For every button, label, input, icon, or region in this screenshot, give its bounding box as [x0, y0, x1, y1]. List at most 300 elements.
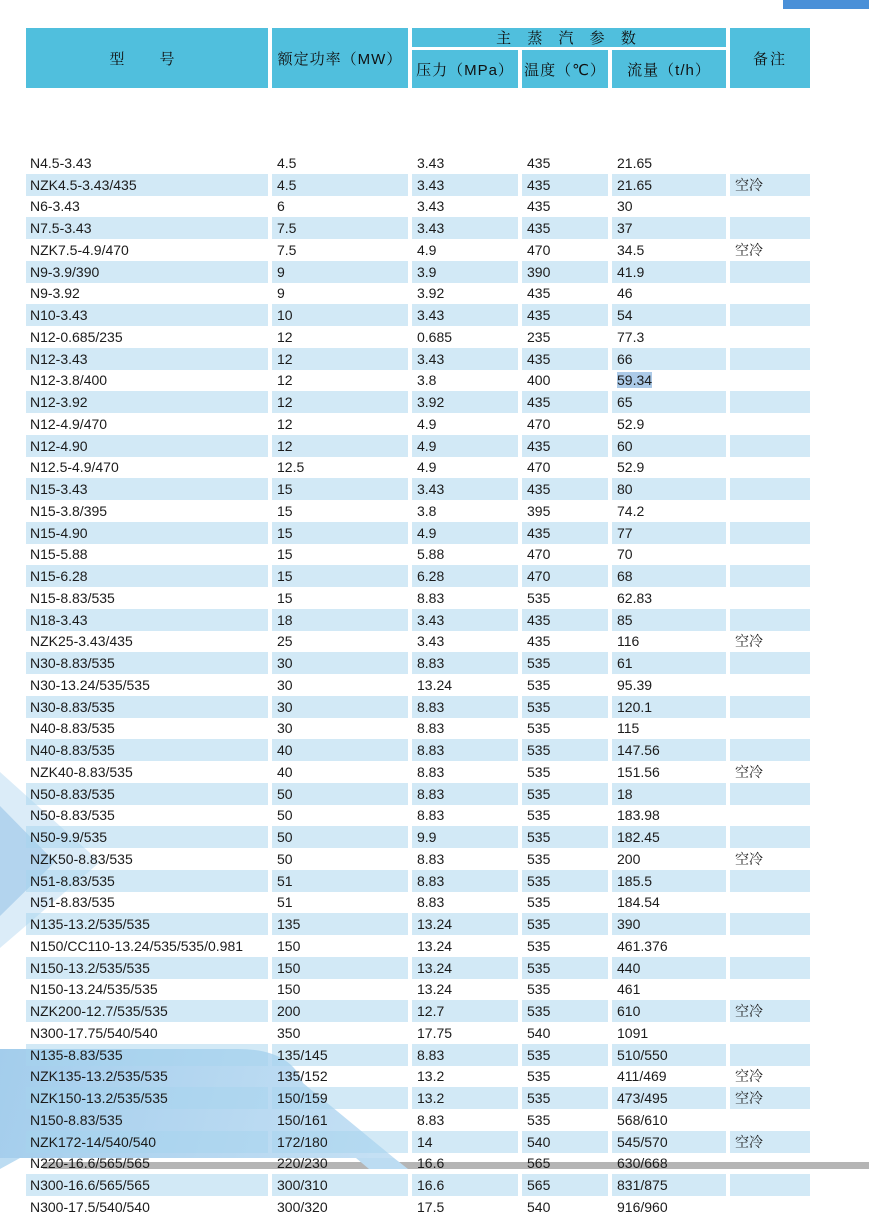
cell-model: N300-17.75/540/540 — [30, 1024, 158, 1041]
cell-model: N9-3.92 — [30, 285, 80, 302]
table-row — [26, 892, 810, 914]
table-row — [26, 718, 810, 740]
cell-remark — [730, 652, 810, 674]
cell-model: N7.5-3.43 — [26, 217, 268, 239]
cell-flow: 545/570 — [612, 1131, 726, 1153]
cell-model: N15-3.43 — [26, 478, 268, 500]
header-flow: 流量（t/h） — [612, 50, 726, 88]
table-row — [26, 587, 810, 609]
cell-temperature: 435 — [522, 304, 608, 326]
cell-model: N15-6.28 — [26, 565, 268, 587]
cell-rated-power: 15 — [277, 546, 293, 563]
bottom-ribbon-corner — [0, 1158, 20, 1169]
cell-flow: 390 — [612, 913, 726, 935]
cell-rated-power: 6 — [277, 198, 285, 215]
cell-temperature: 435 — [527, 154, 551, 171]
cell-remark — [730, 544, 810, 566]
cell-model: N15-5.88 — [30, 546, 88, 563]
cell-flow: 630/668 — [617, 1155, 668, 1172]
cell-remark — [730, 261, 810, 283]
cell-pressure: 13.2 — [417, 1068, 445, 1085]
cell-pressure: 8.83 — [417, 589, 445, 606]
cell-temperature: 470 — [527, 241, 551, 258]
cell-temperature: 535 — [527, 1068, 551, 1085]
cell-remark — [730, 1044, 810, 1066]
cell-rated-power: 200 — [272, 1000, 408, 1022]
table-row — [26, 1066, 810, 1088]
cell-remark — [730, 674, 810, 696]
cell-flow: 115 — [617, 720, 640, 737]
cell-rated-power: 50 — [272, 783, 408, 805]
cell-model: N30-13.24/535/535 — [30, 676, 150, 693]
cell-temperature: 435 — [522, 435, 608, 457]
table-row — [26, 152, 810, 174]
cell-flow: 77 — [612, 522, 726, 544]
cell-remark — [730, 435, 810, 457]
cell-rated-power: 12 — [272, 391, 408, 413]
cell-flow: 52.9 — [617, 415, 645, 432]
cell-remark — [730, 1022, 810, 1044]
cell-flow: 18 — [612, 783, 726, 805]
cell-flow: 1091 — [617, 1024, 649, 1041]
cell-rated-power: 25 — [277, 633, 293, 650]
table-row — [26, 739, 810, 761]
cell-temperature: 565 — [527, 1155, 551, 1172]
cell-rated-power: 12.5 — [277, 459, 305, 476]
cell-flow: 183.98 — [617, 807, 660, 824]
cell-remark — [730, 304, 810, 326]
cell-temperature: 435 — [522, 174, 608, 196]
cell-model: N18-3.43 — [26, 609, 268, 631]
table-row — [26, 196, 810, 218]
cell-remark — [730, 1109, 810, 1131]
header-temperature: 温度（℃） — [522, 50, 608, 88]
cell-rated-power: 51 — [272, 870, 408, 892]
cell-rated-power: 15 — [272, 565, 408, 587]
cell-temperature: 535 — [527, 1111, 551, 1128]
cell-flow: 41.9 — [612, 261, 726, 283]
cell-temperature: 535 — [527, 937, 551, 954]
cell-temperature: 400 — [527, 372, 551, 389]
cell-remark: 空冷 — [730, 174, 810, 196]
cell-remark — [730, 1196, 810, 1218]
cell-flow: 46 — [617, 285, 633, 302]
cell-remark — [730, 1153, 810, 1175]
cell-remark: 空冷 — [730, 1087, 810, 1109]
cell-flow: 85 — [612, 609, 726, 631]
cell-flow: 70 — [617, 546, 633, 563]
cell-model: NZK200-12.7/535/535 — [26, 1000, 268, 1022]
cell-rated-power: 15 — [272, 522, 408, 544]
cell-remark: 空冷 — [735, 633, 763, 650]
cell-model: N220-16.6/565/565 — [30, 1155, 150, 1172]
cell-model: N12-3.92 — [26, 391, 268, 413]
cell-model: N6-3.43 — [30, 198, 80, 215]
cell-model: N50-8.83/535 — [26, 783, 268, 805]
cell-remark — [730, 478, 810, 500]
table-row — [26, 174, 810, 196]
cell-temperature: 535 — [522, 957, 608, 979]
cell-pressure: 5.88 — [417, 546, 445, 563]
table-row — [26, 500, 810, 522]
cell-rated-power: 150 — [277, 981, 301, 998]
cell-remark — [730, 565, 810, 587]
cell-pressure: 0.685 — [417, 328, 453, 345]
cell-rated-power: 40 — [277, 763, 293, 780]
cell-model: N30-8.83/535 — [26, 652, 268, 674]
table-row — [26, 326, 810, 348]
cell-pressure: 3.92 — [412, 391, 518, 413]
cell-pressure: 13.24 — [412, 957, 518, 979]
cell-pressure: 3.43 — [417, 198, 445, 215]
cell-temperature: 535 — [527, 981, 551, 998]
cell-model: NZK50-8.83/535 — [30, 850, 133, 867]
cell-rated-power: 172/180 — [272, 1131, 408, 1153]
cell-temperature: 435 — [522, 348, 608, 370]
cell-rated-power: 12 — [272, 435, 408, 457]
selection-highlight: 59.34 — [617, 372, 653, 389]
table-row — [26, 805, 810, 827]
cell-flow: 80 — [612, 478, 726, 500]
cell-flow: 440 — [612, 957, 726, 979]
cell-temperature: 395 — [527, 502, 551, 519]
cell-rated-power: 4.5 — [277, 154, 297, 171]
cell-temperature: 535 — [527, 807, 551, 824]
cell-model: N15-4.90 — [26, 522, 268, 544]
cell-flow: 68 — [612, 565, 726, 587]
cell-flow: 21.65 — [612, 174, 726, 196]
cell-temperature: 540 — [527, 1198, 551, 1215]
cell-rated-power: 40 — [272, 739, 408, 761]
table-row — [26, 435, 810, 457]
cell-remark — [730, 935, 810, 957]
table-row — [26, 1044, 810, 1066]
table-row — [26, 913, 810, 935]
cell-model: NZK4.5-3.43/435 — [26, 174, 268, 196]
cell-rated-power: 300/320 — [277, 1198, 328, 1215]
cell-temperature: 435 — [527, 633, 551, 650]
cell-pressure: 3.43 — [412, 304, 518, 326]
cell-remark: 空冷 — [735, 850, 763, 867]
table-row — [26, 1131, 810, 1153]
cell-pressure: 3.43 — [412, 348, 518, 370]
table-row — [26, 674, 810, 696]
cell-rated-power: 12 — [277, 328, 293, 345]
cell-model: N10-3.43 — [26, 304, 268, 326]
cell-flow: 184.54 — [617, 894, 660, 911]
table-row — [26, 979, 810, 1001]
table-row — [26, 935, 810, 957]
cell-pressure: 8.83 — [417, 807, 445, 824]
cell-temperature: 235 — [527, 328, 551, 345]
cell-pressure: 12.7 — [412, 1000, 518, 1022]
cell-rated-power: 7.5 — [277, 241, 297, 258]
cell-model: N150-8.83/535 — [30, 1111, 123, 1128]
table-row — [26, 1153, 810, 1175]
cell-pressure: 4.9 — [417, 241, 437, 258]
cell-flow: 60 — [612, 435, 726, 457]
cell-pressure: 3.92 — [417, 285, 445, 302]
table-row — [26, 261, 810, 283]
cell-remark — [730, 1174, 810, 1196]
table-row — [26, 870, 810, 892]
cell-remark — [730, 892, 810, 914]
cell-rated-power: 50 — [277, 807, 293, 824]
cell-pressure: 16.6 — [417, 1155, 445, 1172]
cell-temperature: 535 — [527, 763, 551, 780]
table-row — [26, 348, 810, 370]
cell-model: N12-3.8/400 — [30, 372, 108, 389]
cell-temperature: 535 — [527, 850, 551, 867]
cell-pressure: 16.6 — [412, 1174, 518, 1196]
cell-rated-power: 135 — [272, 913, 408, 935]
cell-flow: 66 — [612, 348, 726, 370]
cell-temperature: 435 — [522, 522, 608, 544]
cell-rated-power: 150/161 — [277, 1111, 328, 1128]
table-row — [26, 826, 810, 848]
cell-model: N135-13.2/535/535 — [26, 913, 268, 935]
cell-pressure: 3.9 — [412, 261, 518, 283]
cell-rated-power: 30 — [277, 720, 293, 737]
cell-flow: 510/550 — [612, 1044, 726, 1066]
cell-pressure: 8.83 — [412, 739, 518, 761]
cell-temperature: 535 — [522, 870, 608, 892]
cell-flow: 461.376 — [617, 937, 668, 954]
cell-model: N300-17.5/540/540 — [30, 1198, 150, 1215]
cell-remark — [730, 805, 810, 827]
cell-flow: 151.56 — [617, 763, 660, 780]
cell-model: NZK40-8.83/535 — [30, 763, 133, 780]
cell-pressure: 4.9 — [417, 459, 437, 476]
cell-rated-power: 7.5 — [272, 217, 408, 239]
cell-pressure: 8.83 — [417, 763, 445, 780]
cell-pressure: 3.43 — [417, 633, 445, 650]
cell-pressure: 9.9 — [412, 826, 518, 848]
cell-temperature: 535 — [522, 739, 608, 761]
table-row — [26, 783, 810, 805]
cell-remark — [730, 326, 810, 348]
cell-pressure: 8.83 — [417, 1111, 445, 1128]
cell-pressure: 4.9 — [412, 435, 518, 457]
cell-rated-power: 12 — [277, 372, 293, 389]
cell-rated-power: 18 — [272, 609, 408, 631]
cell-pressure: 13.24 — [412, 913, 518, 935]
cell-temperature: 540 — [522, 1131, 608, 1153]
cell-flow: 21.65 — [617, 154, 653, 171]
cell-remark — [730, 370, 810, 392]
cell-pressure: 17.5 — [417, 1198, 445, 1215]
cell-pressure: 8.83 — [412, 696, 518, 718]
cell-pressure: 13.24 — [417, 676, 453, 693]
cell-flow: 77.3 — [617, 328, 645, 345]
table-row — [26, 413, 810, 435]
cell-flow: 411/469 — [617, 1068, 667, 1085]
table-row — [26, 370, 810, 392]
cell-rated-power: 30 — [272, 652, 408, 674]
cell-model: N40-8.83/535 — [30, 720, 115, 737]
cell-temperature: 535 — [522, 826, 608, 848]
cell-pressure: 8.83 — [412, 652, 518, 674]
table-row — [26, 478, 810, 500]
cell-pressure: 8.83 — [412, 1044, 518, 1066]
cell-model: N30-8.83/535 — [26, 696, 268, 718]
cell-pressure: 8.83 — [417, 720, 445, 737]
cell-rated-power: 15 — [277, 502, 293, 519]
cell-model: N12-4.9/470 — [30, 415, 108, 432]
cell-temperature: 435 — [527, 198, 551, 215]
table-row — [26, 1022, 810, 1044]
header-model: 型 号 — [26, 28, 268, 88]
cell-pressure: 13.24 — [417, 981, 453, 998]
cell-remark — [730, 500, 810, 522]
cell-temperature: 535 — [527, 720, 551, 737]
cell-model: NZK135-13.2/535/535 — [30, 1068, 168, 1085]
table-row — [26, 1196, 810, 1218]
cell-flow: 200 — [617, 850, 641, 867]
cell-rated-power: 12 — [272, 348, 408, 370]
table-row — [26, 522, 810, 544]
cell-temperature: 435 — [522, 478, 608, 500]
table-row — [26, 304, 810, 326]
table-body — [26, 152, 810, 1218]
cell-remark — [730, 391, 810, 413]
cell-temperature: 535 — [522, 696, 608, 718]
cell-remark — [730, 196, 810, 218]
cell-model: N300-16.6/565/565 — [26, 1174, 268, 1196]
table-row — [26, 1087, 810, 1109]
cell-pressure: 6.28 — [412, 565, 518, 587]
table-row — [26, 957, 810, 979]
table-row — [26, 1000, 810, 1022]
cell-temperature: 390 — [522, 261, 608, 283]
cell-rated-power: 9 — [277, 285, 285, 302]
cell-temperature: 540 — [527, 1024, 551, 1041]
cell-remark — [730, 718, 810, 740]
cell-temperature: 470 — [527, 546, 551, 563]
cell-pressure: 3.43 — [412, 478, 518, 500]
table-row — [26, 696, 810, 718]
cell-model: N4.5-3.43 — [30, 154, 92, 171]
table-row — [26, 1174, 810, 1196]
cell-flow: 473/495 — [612, 1087, 726, 1109]
cell-flow: 30 — [617, 198, 633, 215]
cell-temperature: 435 — [522, 217, 608, 239]
cell-rated-power: 150/159 — [272, 1087, 408, 1109]
cell-rated-power: 350 — [277, 1024, 301, 1041]
cell-remark — [730, 609, 810, 631]
cell-flow: 52.9 — [617, 459, 645, 476]
cell-model: NZK172-14/540/540 — [26, 1131, 268, 1153]
cell-rated-power: 50 — [272, 826, 408, 848]
cell-pressure: 3.8 — [417, 502, 437, 519]
cell-temperature: 470 — [527, 415, 551, 432]
cell-rated-power: 300/310 — [272, 1174, 408, 1196]
cell-model: N51-8.83/535 — [26, 870, 268, 892]
cell-flow: 37 — [612, 217, 726, 239]
cell-flow: 831/875 — [612, 1174, 726, 1196]
cell-flow: 74.2 — [617, 502, 645, 519]
cell-flow — [612, 370, 726, 392]
cell-pressure: 8.83 — [412, 783, 518, 805]
cell-flow: 95.39 — [617, 676, 653, 693]
cell-remark — [730, 783, 810, 805]
cell-remark: 空冷 — [735, 763, 763, 780]
cell-pressure: 13.24 — [417, 937, 453, 954]
cell-model: N51-8.83/535 — [30, 894, 115, 911]
cell-model: N12-3.43 — [26, 348, 268, 370]
cell-pressure: 3.43 — [417, 154, 445, 171]
header-pressure: 压力（MPa） — [412, 50, 518, 88]
cell-temperature: 535 — [522, 783, 608, 805]
cell-temperature: 470 — [522, 565, 608, 587]
cell-flow: 916/960 — [617, 1198, 668, 1215]
table-row — [26, 1109, 810, 1131]
cell-flow: 61 — [612, 652, 726, 674]
cell-temperature: 535 — [522, 1000, 608, 1022]
cell-rated-power: 30 — [277, 676, 293, 693]
table-header — [26, 28, 810, 88]
cell-rated-power: 15 — [277, 589, 293, 606]
cell-remark — [730, 957, 810, 979]
cell-remark: 空冷 — [735, 1068, 763, 1085]
table-row — [26, 609, 810, 631]
cell-flow: 147.56 — [612, 739, 726, 761]
cell-temperature: 535 — [527, 676, 551, 693]
table-row — [26, 761, 810, 783]
cell-pressure: 8.83 — [417, 850, 445, 867]
table-row — [26, 239, 810, 261]
table-row — [26, 217, 810, 239]
cell-remark — [730, 696, 810, 718]
cell-remark — [730, 348, 810, 370]
cell-remark — [730, 979, 810, 1001]
cell-model: N40-8.83/535 — [26, 739, 268, 761]
table-row — [26, 544, 810, 566]
cell-remark — [730, 413, 810, 435]
cell-remark: 空冷 — [735, 241, 763, 258]
cell-rated-power: 12 — [277, 415, 293, 432]
cell-pressure: 14 — [412, 1131, 518, 1153]
cell-pressure: 8.83 — [417, 894, 445, 911]
cell-model: N12-4.90 — [26, 435, 268, 457]
cell-remark — [730, 283, 810, 305]
cell-flow: 182.45 — [612, 826, 726, 848]
cell-model: NZK7.5-4.9/470 — [30, 241, 129, 258]
cell-temperature: 535 — [527, 589, 551, 606]
cell-model: N50-8.83/535 — [30, 807, 115, 824]
cell-rated-power: 50 — [277, 850, 293, 867]
cell-pressure: 13.2 — [412, 1087, 518, 1109]
table-row — [26, 652, 810, 674]
header-remark: 备注 — [730, 28, 810, 88]
header-rated-power: 额定功率（MW） — [272, 28, 408, 88]
cell-model: N150-13.24/535/535 — [30, 981, 158, 998]
cell-flow: 54 — [612, 304, 726, 326]
spec-table — [26, 28, 810, 1218]
cell-rated-power: 10 — [272, 304, 408, 326]
cell-temperature: 435 — [522, 391, 608, 413]
cell-flow: 610 — [612, 1000, 726, 1022]
cell-temperature: 435 — [522, 609, 608, 631]
cell-model: N50-9.9/535 — [26, 826, 268, 848]
cell-pressure: 17.75 — [417, 1024, 453, 1041]
cell-remark — [730, 522, 810, 544]
cell-remark — [730, 913, 810, 935]
table-row — [26, 391, 810, 413]
table-row — [26, 848, 810, 870]
cell-flow: 568/610 — [617, 1111, 668, 1128]
cell-remark — [730, 152, 810, 174]
